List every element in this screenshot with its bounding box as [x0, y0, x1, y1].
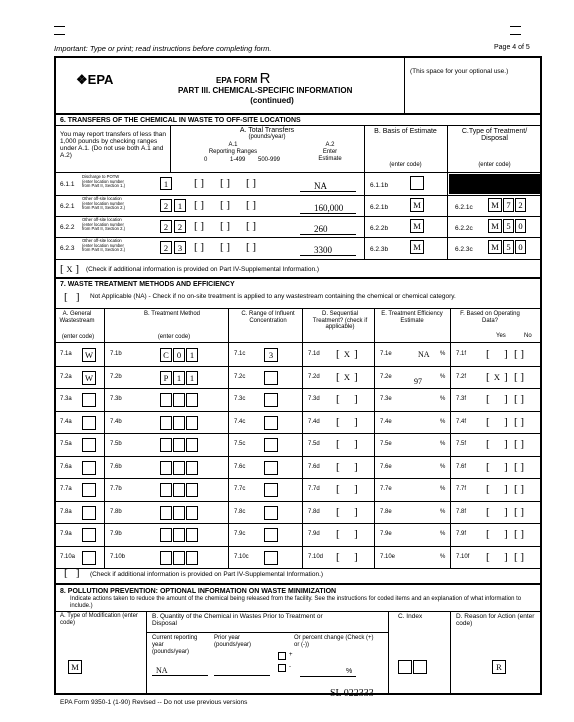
s6-treatment-label: 6.2.2c: [455, 225, 473, 232]
s7-row-label-c: 7.5c: [234, 441, 246, 447]
s7-row-label-a: 7.8a: [60, 508, 72, 515]
s7-row-label-d: 7.10d: [308, 553, 324, 560]
s6-range-checkbox[interactable]: [ ]: [220, 199, 231, 211]
s7-method-field-3[interactable]: [186, 393, 198, 407]
epa-logo: ❖EPA: [76, 72, 114, 87]
s6-col-c-header2: Disposal: [481, 135, 508, 142]
s7-method-field-3[interactable]: [186, 528, 198, 542]
form-number: EPA Form 9350-1 (1-90) Revised -- Do not use previous versions: [60, 699, 248, 706]
s7-row-label-f: 7.2f: [456, 373, 467, 380]
s7-sequential-checkbox[interactable]: [ ]: [336, 483, 358, 495]
s6-location-field[interactable]: 1: [160, 177, 172, 190]
s7-yes-checkbox[interactable]: [ ]: [486, 483, 508, 495]
section-7-title: 7. WASTE TREATMENT METHODS AND EFFICIENCY: [60, 281, 235, 288]
s8-reason-field[interactable]: R: [492, 660, 506, 674]
s7-wastestream-field[interactable]: [82, 551, 96, 565]
s7-col-a-header: A. General Wastestream: [59, 311, 95, 324]
s7-sequential-checkbox[interactable]: [ ]: [336, 528, 358, 540]
s8-plus-checkbox[interactable]: [278, 652, 286, 660]
s7-row-label-d: 7.2d: [308, 373, 320, 380]
s6-range-checkbox[interactable]: [ ]: [194, 199, 205, 211]
s6-location-field-2[interactable]: 2: [174, 220, 186, 233]
s7-method-field-1[interactable]: C: [160, 348, 172, 362]
s6-treatment-field-1[interactable]: M: [488, 198, 502, 212]
s7-row-label-e: 7.8e: [380, 508, 392, 515]
s6-row-number: 6.2.3: [60, 245, 75, 252]
s6-estimate-value[interactable]: 260: [314, 224, 328, 234]
s7-row-label-e: 7.7e: [380, 486, 392, 492]
s6-treatment-field-2[interactable]: 7: [503, 198, 514, 212]
s6-range-checkbox[interactable]: [ ]: [194, 177, 205, 189]
s8-percent-change: Or percent change (Check (+) or (-)): [294, 635, 374, 648]
s7-row-label-b: 7.6b: [110, 463, 122, 470]
s7-method-field-1[interactable]: [160, 438, 172, 452]
s8-index-field-1[interactable]: [398, 660, 412, 674]
s6-treatment-field-3[interactable]: 2: [515, 198, 526, 212]
s6-location-field-2[interactable]: 1: [174, 199, 186, 212]
s7-row-label-f: 7.7f: [456, 486, 467, 492]
s7-row-label-b: 7.10b: [110, 553, 126, 560]
s7-method-field-3[interactable]: [186, 551, 198, 565]
s8-col-d-header: D. Reason for Action (enter code): [456, 613, 535, 627]
s7-col-d-header: D. Sequential Treatment? (check if applicable): [312, 311, 368, 330]
s8-desc: Indicate actions taken to reduce the amount of the chemical being released from the facility. See the instructions for coded items and an explanation of what information to include.): [70, 596, 522, 609]
s7-row-label-c: 7.6c: [234, 463, 246, 470]
s7-row-label-b: 7.2b: [110, 373, 122, 380]
s7-percent-sign: %: [440, 508, 446, 515]
s7-concentration-field[interactable]: [264, 528, 278, 542]
s7-method-field-1[interactable]: [160, 483, 172, 497]
s7-check-box[interactable]: [ ]: [64, 567, 80, 579]
s7-percent-sign: %: [440, 441, 446, 447]
s6-basis-label: 6.2.2b: [370, 225, 389, 232]
s7-col-c-header: C. Range of Influent Concentration: [241, 311, 295, 324]
s7-percent-sign: %: [440, 486, 446, 492]
s7-row-label-b: 7.1b: [110, 351, 122, 357]
s7-no-checkbox[interactable]: [ ]: [514, 528, 525, 540]
s7-row-label-b: 7.3b: [110, 396, 122, 402]
s8-plus-label: +: [289, 652, 293, 658]
s7-percent-sign: %: [440, 373, 446, 380]
s7-row-label-d: 7.3d: [308, 396, 320, 402]
s7-sequential-checkbox[interactable]: [ X ]: [336, 348, 358, 360]
s7-row-label-c: 7.10c: [234, 553, 249, 560]
s7-method-field-3[interactable]: [186, 483, 198, 497]
s8-current-value[interactable]: NA: [156, 666, 168, 675]
s7-wastestream-field[interactable]: [82, 438, 96, 452]
s6-col-c-header: C.Type of Treatment/: [461, 128, 528, 135]
important-note: Important: Type or print; read instructions before completing form.: [54, 44, 272, 53]
s7-percent-sign: %: [440, 553, 446, 560]
s7-method-field-3[interactable]: [186, 438, 198, 452]
s7-row-label-e: 7.5e: [380, 441, 392, 447]
s7-row-label-f: 7.1f: [456, 351, 467, 357]
corner-mark: [510, 34, 521, 35]
s7-row-label-a: 7.3a: [60, 396, 72, 402]
part-title: PART III. CHEMICAL-SPECIFIC INFORMATION: [178, 86, 353, 95]
s7-percent-sign: %: [440, 531, 446, 537]
s6-col-a-unit: (pounds/year): [248, 134, 286, 140]
s6-col-b-header: B. Basis of Estimate: [374, 128, 437, 135]
s7-yes-checkbox[interactable]: [ ]: [486, 505, 508, 518]
s7-wastestream-field[interactable]: [82, 416, 96, 430]
s6-range-checkbox[interactable]: [ ]: [220, 220, 231, 232]
s7-concentration-field[interactable]: [264, 483, 278, 497]
s7-method-field-1[interactable]: [160, 506, 172, 520]
s7-row-label-a: 7.7a: [60, 486, 72, 492]
s7-row-label-e: 7.2e: [380, 373, 392, 380]
s7-no-checkbox[interactable]: [ ]: [514, 505, 525, 518]
s7-method-field-1[interactable]: [160, 416, 172, 430]
s7-row-label-e: 7.6e: [380, 463, 392, 470]
s6-range-checkbox[interactable]: [ ]: [246, 177, 257, 189]
s7-method-field-2[interactable]: [173, 506, 185, 520]
s7-method-field-2[interactable]: [173, 438, 185, 452]
s6-row-number: 6.2.2: [60, 224, 75, 231]
s6-row-desc: Discharge to POTW (enter location number from Part II, Section 1.): [82, 174, 126, 189]
s7-na-box[interactable]: [ ]: [64, 291, 80, 303]
s7-method-field-3[interactable]: [186, 416, 198, 430]
s8-col-a-header: A. Type of Modification (enter code): [60, 613, 138, 626]
s7-b-enter-code: (enter code): [157, 334, 191, 340]
s7-method-field-2[interactable]: 1: [173, 371, 185, 385]
corner-mark: [54, 34, 65, 35]
s6-a2-sub: Enter: [322, 149, 338, 155]
s7-concentration-field[interactable]: [264, 438, 278, 452]
s7-row-label-e: 7.1e: [380, 351, 392, 357]
s6-check-box[interactable]: [ X ]: [60, 263, 79, 275]
s6-location-field-2[interactable]: 3: [174, 241, 186, 254]
s7-row-label-f: 7.9f: [456, 531, 467, 537]
s7-yes-checkbox[interactable]: [ ]: [486, 460, 508, 473]
s7-row-label-f: 7.4f: [456, 418, 467, 425]
s7-concentration-field[interactable]: [264, 461, 278, 475]
s6-col-a-header: A. Total Transfers: [239, 127, 295, 134]
s7-yes-checkbox[interactable]: [ ]: [486, 415, 508, 428]
s7-row-label-a: 7.5a: [60, 441, 72, 447]
s7-yes-checkbox[interactable]: [ ]: [486, 348, 508, 360]
s6-row-number: 6.1.1: [60, 181, 75, 188]
s7-check-text: (Check if additional information is provided on Part IV-Supplemental Information.): [90, 571, 324, 578]
s7-yes-label: Yes: [496, 333, 506, 339]
s7-no-label: No: [524, 333, 532, 339]
s7-row-label-c: 7.3c: [234, 396, 246, 402]
s7-method-field-2[interactable]: 0: [173, 348, 185, 362]
epa-emblem-icon: ❖: [76, 72, 88, 87]
s7-percent-sign: %: [440, 351, 446, 357]
s7-concentration-field[interactable]: [264, 506, 278, 520]
s7-wastestream-field[interactable]: [82, 528, 96, 542]
s6-range-checkbox[interactable]: [ ]: [246, 220, 257, 232]
s7-no-checkbox[interactable]: [ ]: [514, 483, 525, 495]
s7-row-label-d: 7.4d: [308, 418, 320, 425]
s6-basis-label: 6.2.3b: [370, 246, 389, 253]
s8-minus-label: -: [289, 664, 291, 670]
s7-method-field-2[interactable]: [173, 528, 185, 542]
s8-percent-sign: %: [346, 668, 353, 675]
s7-row-label-e: 7.3e: [380, 396, 392, 402]
s7-row-label-f: 7.8f: [456, 508, 467, 515]
s7-no-checkbox[interactable]: [ ]: [514, 460, 525, 473]
s7-row-label-d: 7.6d: [308, 463, 320, 470]
s6-report-note: You may report transfers of less than 1,000 pounds by checking ranges under A.1. (Do not use both A.1 and A.2): [60, 131, 166, 159]
document-stamp: SL 022333: [330, 688, 374, 699]
s7-no-checkbox[interactable]: [ ]: [514, 415, 525, 428]
s7-row-label-b: 7.8b: [110, 508, 122, 515]
s7-wastestream-field[interactable]: [82, 393, 96, 407]
s6-treatment-field-3[interactable]: 0: [515, 219, 526, 233]
s7-row-label-f: 7.5f: [456, 441, 467, 447]
s6-row-desc: Other off-site location (enter location number from Part II, Section 2.): [82, 196, 126, 211]
s6-treatment-field-2[interactable]: 5: [503, 219, 514, 233]
s7-method-field-2[interactable]: [173, 416, 185, 430]
s6-basis-label: 6.2.1b: [370, 204, 389, 211]
s7-sequential-checkbox[interactable]: [ ]: [336, 460, 358, 473]
s7-percent-sign: %: [440, 396, 446, 402]
s7-row-label-c: 7.2c: [234, 373, 246, 380]
s6-range-checkbox[interactable]: [ ]: [246, 199, 257, 211]
s7-method-field-2[interactable]: [173, 551, 185, 565]
s6-location-field[interactable]: 2: [160, 199, 172, 212]
s7-method-field-2[interactable]: [173, 393, 185, 407]
s7-sequential-checkbox[interactable]: [ ]: [336, 550, 358, 563]
optional-space: (This space for your optional use.): [410, 68, 509, 75]
s7-method-field-1[interactable]: [160, 551, 172, 565]
s6-range-checkbox[interactable]: [ ]: [220, 241, 231, 253]
s7-method-field-1[interactable]: [160, 393, 172, 407]
s7-row-label-e: 7.10e: [380, 553, 396, 560]
s7-row-label-c: 7.4c: [234, 418, 246, 425]
s7-efficiency-value[interactable]: 97: [414, 376, 422, 386]
s7-row-label-a: 7.4a: [60, 418, 72, 425]
s7-row-label-b: 7.4b: [110, 418, 122, 425]
s7-method-field-3[interactable]: [186, 506, 198, 520]
s7-row-label-f: 7.6f: [456, 463, 467, 470]
s6-row-desc: Other off-site location (enter location number from Part II, Section 2.): [82, 238, 126, 253]
s6-blacked-out-cell: [449, 174, 541, 194]
s7-wastestream-field[interactable]: W: [82, 348, 96, 362]
s7-sequential-checkbox[interactable]: [ ]: [336, 438, 358, 450]
s7-wastestream-field[interactable]: [82, 483, 96, 497]
s8-current-year: Current reporting year (pounds/year): [152, 635, 198, 655]
s6-location-field[interactable]: 2: [160, 220, 172, 233]
s6-treatment-label: 6.2.3c: [455, 246, 473, 253]
s7-yes-checkbox[interactable]: [ ]: [486, 550, 508, 563]
s7-row-label-f: 7.3f: [456, 396, 467, 402]
s7-row-label-b: 7.7b: [110, 486, 122, 492]
s7-row-label-e: 7.9e: [380, 531, 392, 537]
s6-basis-field[interactable]: [410, 176, 424, 190]
s7-percent-sign: %: [440, 418, 446, 425]
s6-treatment-label: 6.2.1c: [455, 204, 473, 211]
s7-yes-checkbox[interactable]: [ ]: [486, 438, 508, 450]
s6-range-checkbox[interactable]: [ ]: [194, 241, 205, 253]
s6-treatment-field-1[interactable]: M: [488, 240, 502, 254]
s8-type-modification-field[interactable]: M: [68, 660, 82, 674]
s7-col-f-header: F. Based on Operating Data?: [460, 311, 520, 324]
s6-a1: A.1: [228, 142, 238, 148]
s6-basis-field[interactable]: M: [410, 198, 424, 212]
s6-treatment-field-3[interactable]: 0: [515, 240, 526, 254]
s7-percent-sign: %: [440, 463, 446, 470]
s7-row-label-c: 7.7c: [234, 486, 246, 492]
s6-range-checkbox[interactable]: [ ]: [246, 241, 257, 253]
s7-row-label-e: 7.4e: [380, 418, 392, 425]
s7-row-label-d: 7.7d: [308, 486, 320, 492]
s6-a2-sub2: Estimate: [318, 156, 342, 162]
s7-row-label-b: 7.9b: [110, 531, 122, 537]
s7-concentration-field[interactable]: [264, 393, 278, 407]
s7-no-checkbox[interactable]: [ ]: [514, 550, 525, 563]
s6-location-field[interactable]: 2: [160, 241, 172, 254]
s6-a1-sub: Reporting Ranges: [208, 149, 258, 155]
s7-concentration-field[interactable]: [264, 416, 278, 430]
s6-treatment-field-1[interactable]: M: [488, 219, 502, 233]
s7-concentration-field[interactable]: 3: [264, 348, 278, 362]
s7-row-label-a: 7.1a: [60, 351, 72, 357]
s7-method-field-3[interactable]: 1: [186, 371, 198, 385]
form-label: EPA FORM R: [216, 70, 271, 87]
s8-index-field-2[interactable]: [413, 660, 427, 674]
s6-c-enter-code: (enter code): [478, 162, 511, 168]
s6-b-enter-code: (enter code): [389, 162, 422, 168]
s7-method-field-1[interactable]: [160, 528, 172, 542]
s6-estimate-value[interactable]: 3300: [314, 245, 332, 255]
section-8-title: 8. POLLUTION PREVENTION: OPTIONAL INFORMATION ON WASTE MINIMIZATION: [60, 588, 337, 595]
corner-mark: [54, 26, 65, 27]
s6-row-number: 6.2.1: [60, 203, 75, 210]
s6-treatment-field-2[interactable]: 5: [503, 240, 514, 254]
s7-row-label-c: 7.9c: [234, 531, 246, 537]
s6-basis-field[interactable]: M: [410, 219, 424, 233]
s7-sequential-checkbox[interactable]: [ ]: [336, 505, 358, 518]
part-continued: (continued): [250, 96, 294, 105]
page-number: Page 4 of 5: [494, 44, 530, 51]
s7-row-label-b: 7.5b: [110, 441, 122, 447]
s7-method-field-2[interactable]: [173, 461, 185, 475]
s6-range-1: 1-499: [230, 157, 246, 163]
s8-minus-checkbox[interactable]: [278, 664, 286, 672]
s7-no-checkbox[interactable]: [ ]: [514, 348, 525, 360]
s7-no-checkbox[interactable]: [ ]: [514, 438, 525, 450]
s7-row-label-a: 7.10a: [60, 553, 76, 560]
s7-row-label-f: 7.10f: [456, 553, 470, 560]
s7-wastestream-field[interactable]: W: [82, 371, 96, 385]
s6-range-2: 500-999: [258, 157, 281, 163]
s7-col-b-header: B. Treatment Method: [143, 311, 201, 317]
s7-row-label-d: 7.8d: [308, 508, 320, 515]
s6-row-desc: Other off-site location (enter location number from Part II, Section 2.): [82, 217, 126, 232]
s7-row-label-d: 7.9d: [308, 531, 320, 537]
s7-concentration-field[interactable]: [264, 371, 278, 385]
s6-range-checkbox[interactable]: [ ]: [194, 220, 205, 232]
s7-na-text: Not Applicable (NA) - Check if no on-site treatment is applied to any wastestream containing the chemical or chemical category.: [90, 293, 456, 300]
s7-row-label-a: 7.6a: [60, 463, 72, 470]
s7-yes-checkbox[interactable]: [ X ]: [486, 370, 508, 383]
s7-a-enter-code: (enter code): [61, 334, 95, 340]
s7-sequential-checkbox[interactable]: [ X ]: [336, 370, 358, 383]
s7-yes-checkbox[interactable]: [ ]: [486, 528, 508, 540]
s7-yes-checkbox[interactable]: [ ]: [486, 393, 508, 405]
s8-prior-year: Prior year (pounds/year): [214, 635, 252, 648]
corner-mark: [510, 26, 521, 27]
section-6-title: 6. TRANSFERS OF THE CHEMICAL IN WASTE TO OFF-SITE LOCATIONS: [60, 117, 301, 124]
s8-col-c-header: C. Index: [398, 613, 423, 620]
s7-no-checkbox[interactable]: [ ]: [514, 393, 525, 405]
s7-method-field-1[interactable]: P: [160, 371, 172, 385]
s7-row-label-d: 7.1d: [308, 351, 320, 357]
s7-no-checkbox[interactable]: [ ]: [514, 370, 525, 383]
s7-method-field-3[interactable]: 1: [186, 348, 198, 362]
s6-basis-field[interactable]: M: [410, 240, 424, 254]
s7-row-label-c: 7.8c: [234, 508, 246, 515]
s8-col-b-header: B. Quantity of the Chemical in Wastes Prior to Treatment or Disposal: [152, 613, 323, 627]
s6-range-0: 0: [204, 157, 208, 163]
s7-sequential-checkbox[interactable]: [ ]: [336, 415, 358, 428]
s6-estimate-value[interactable]: NA: [314, 181, 327, 191]
s6-check-text: (Check if additional information is provided on Part IV-Supplemental Information.): [86, 266, 320, 273]
s7-col-e-header: E. Treatment Efficiency Estimate: [381, 311, 443, 324]
s6-range-checkbox[interactable]: [ ]: [220, 177, 231, 189]
s7-method-field-3[interactable]: [186, 461, 198, 475]
s7-method-field-2[interactable]: [173, 483, 185, 497]
s6-basis-label: 6.1.1b: [370, 182, 389, 189]
s7-concentration-field[interactable]: [264, 551, 278, 565]
s7-row-label-a: 7.2a: [60, 373, 72, 380]
s7-efficiency-value[interactable]: NA: [418, 350, 430, 359]
s7-wastestream-field[interactable]: [82, 461, 96, 475]
s7-row-label-c: 7.1c: [234, 351, 246, 357]
s7-sequential-checkbox[interactable]: [ ]: [336, 393, 358, 405]
s6-a2: A.2: [325, 142, 335, 148]
s6-estimate-value[interactable]: 160,000: [314, 203, 344, 213]
s7-row-label-d: 7.5d: [308, 441, 320, 447]
s7-row-label-a: 7.9a: [60, 531, 72, 537]
s7-method-field-1[interactable]: [160, 461, 172, 475]
s7-wastestream-field[interactable]: [82, 506, 96, 520]
